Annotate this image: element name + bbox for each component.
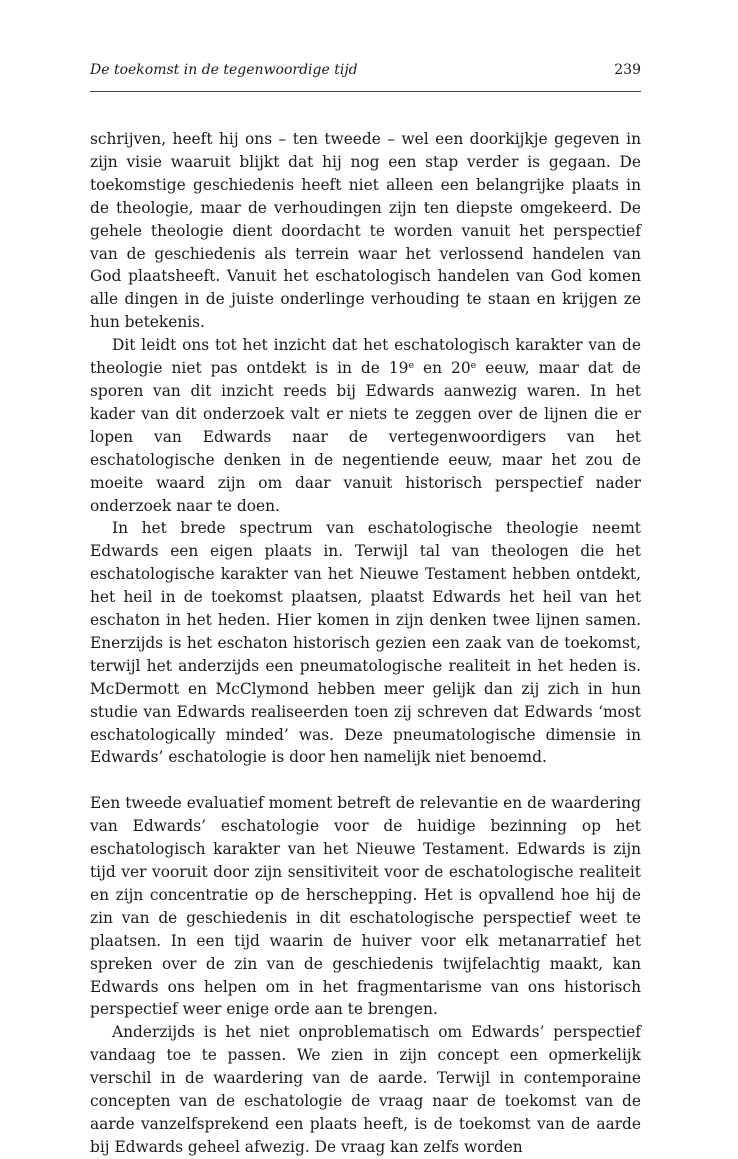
- page-number: 239: [614, 62, 641, 78]
- superscript-e-2: e: [470, 359, 477, 371]
- paragraph-3: In het brede spectrum van eschatologische theologie neemt Edwards een eigen plaats in. Terwijl tal van theologen die het eschatologische karakter van het Nieuwe Testament hebben ontdekt, het heil in de toekomst plaatsen, plaatst Edwards het heil van het eschaton in het heden. Hier komen in zijn denken twee lijnen samen. Enerzijds is het eschaton historisch gezien een zaak van de toekomst, terwijl het anderzijds een pneumatologische realiteit in het heden is. McDermott en McClymond hebben meer gelijk dan zij zich in hun studie van Edwards realiseerden toen zij schreven dat Edwards ‘most eschatologically minded’ was. Deze pneumatologische dimensie in Edwards’ eschatologie is door hen namelijk niet benoemd.: [90, 519, 641, 767]
- header-rule: [90, 91, 641, 92]
- running-head: [90, 62, 641, 84]
- body-text: [90, 128, 641, 1159]
- superscript-e-1: e: [408, 359, 415, 371]
- running-title: De toekomst in de tegenwoordige tijd: [90, 62, 358, 78]
- paragraph-2-part-b: en 20: [414, 359, 471, 378]
- paragraph-5: Anderzijds is het niet onproblematisch om Edwards’ perspectief vandaag toe te passen. We zien in zijn concept een opmerkelijk verschil in de waardering van de aarde. Terwijl in contemporaine concepten van de eschatologie de vraag naar de toekomst van de aarde vanzelfsprekend een plaats heeft, is de toekomst van de aarde bij Edwards geheel afwezig. De vraag kan zelfs worden: [90, 1023, 641, 1156]
- paragraph-2: [90, 334, 641, 517]
- paragraph-1: schrijven, heeft hij ons – ten tweede – wel een doorkijkje gegeven in zijn visie waaruit blijkt dat hij nog een stap verder is gegaan. De toekomstige geschiedenis heeft niet alleen een belangrijke plaats in de theologie, maar de verhoudingen zijn ten diepste omgekeerd. De gehele theologie dient doordacht te worden vanuit het perspectief van de geschiedenis als terrein waar het verlossend handelen van God plaatsheeft. Vanuit het eschatologisch handelen van God komen alle dingen in de juiste onderlinge verhouding te staan en krijgen ze hun betekenis.: [90, 130, 641, 332]
- paragraph-2-part-c: eeuw, maar dat de sporen van dit inzicht reeds bij Edwards aanwezig waren. In het kader van dit onderzoek valt er niets te zeggen over de lijnen die er lopen van Edwards naar de vertegenwoordigers van het eschatologische denken in de negentiende eeuw, maar het zou de moeite waard zijn om daar vanuit historisch perspectief nader onderzoek naar te doen.: [90, 359, 642, 515]
- paragraph-2-part-a: Dit leidt ons tot het inzicht dat het eschatologisch karakter van de theologie niet pas ontdekt is in de 19: [90, 336, 641, 378]
- paragraph-4: Een tweede evaluatief moment betreft de relevantie en de waardering van Edwards’ eschatologie voor de huidige bezinning op het eschatologisch karakter van het Nieuwe Testament. Edwards is zijn tijd ver vooruit door zijn sensitiviteit voor de eschatologische realiteit en zijn concentratie op de herschepping. Het is opvallend hoe hij de zin van de geschiedenis in dit eschatologische perspectief weet te plaatsen. In een tijd waarin de huiver voor elk metanarratief het spreken over de zin van de geschiedenis twijfelachtig maakt, kan Edwards ons helpen om in het fragmentarisme van ons historisch perspectief weer enige orde aan te brengen.: [90, 794, 641, 1019]
